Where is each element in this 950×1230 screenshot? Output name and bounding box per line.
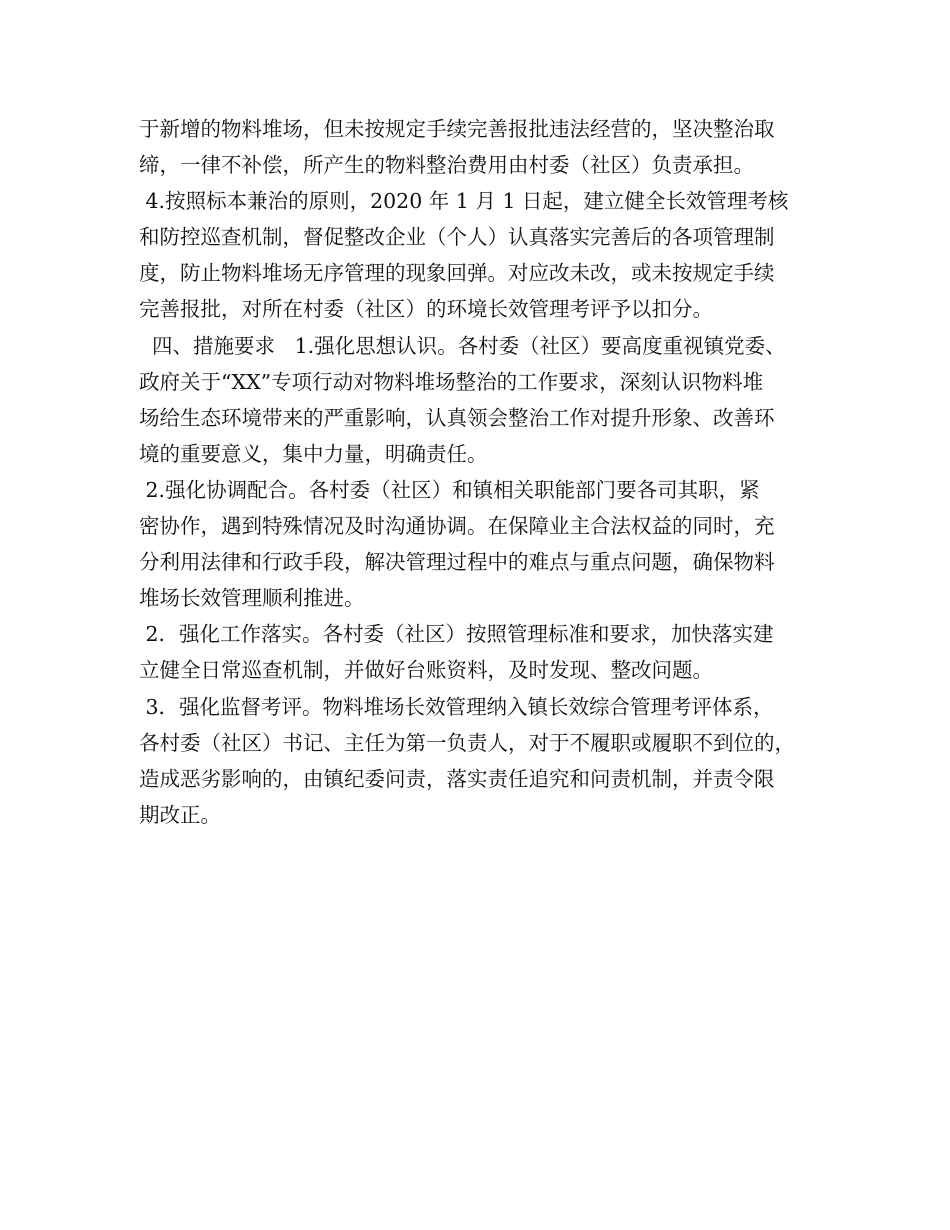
text-line: 期改正。 xyxy=(139,802,221,827)
text-line: 四、措施要求 1.强化思想认识。各村委（社区）要高度重视镇党委、 xyxy=(139,333,786,358)
text-line: 立健全日常巡查机制，并做好台账资料，及时发现、整改问题。 xyxy=(139,658,713,683)
text-line: 堆场长效管理顺利推进。 xyxy=(139,586,365,611)
text-line: 场给生态环境带来的严重影响，认真领会整治工作对提升形象、改善环 xyxy=(139,405,775,430)
text-line: 完善报批，对所在村委（社区）的环境长效管理考评予以扣分。 xyxy=(139,297,713,322)
text-line: 密协作，遇到特殊情况及时沟通协调。在保障业主合法权益的同时，充 xyxy=(139,514,775,539)
text-line: 于新增的物料堆场，但未按规定手续完善报批违法经营的，坚决整治取 xyxy=(139,117,775,141)
text-line: 分利用法律和行政手段，解决管理过程中的难点与重点问题，确保物料 xyxy=(139,550,775,575)
text-line: 缔，一律不补偿，所产生的物料整治费用由村委（社区）负责承担。 xyxy=(139,153,754,178)
text-line: 2．强化工作落实。各村委（社区）按照管理标准和要求，加快落实建 xyxy=(139,622,774,647)
text-line: 境的重要意义，集中力量，明确责任。 xyxy=(139,441,488,466)
document-body xyxy=(139,111,819,833)
text-line: 政府关于“XX”专项行动对物料堆场整治的工作要求，深刻认识物料堆 xyxy=(139,369,764,394)
text-line: 和防控巡查机制，督促整改企业（个人）认真落实完善后的各项管理制 xyxy=(139,225,775,250)
text-line: 2.强化协调配合。各村委（社区）和镇相关职能部门要各司其职，紧 xyxy=(139,477,760,502)
text-line: 3．强化监督考评。物料堆场长效管理纳入镇长效综合管理考评体系， xyxy=(139,694,774,719)
text-line: 度，防止物料堆场无序管理的现象回弹。对应改未改，或未按规定手续 xyxy=(139,261,775,286)
text-line: 各村委（社区）书记、主任为第一负责人，对于不履职或履职不到位的， xyxy=(139,730,795,755)
text-line: 造成恶劣影响的，由镇纪委问责，落实责任追究和问责机制，并责令限 xyxy=(139,766,775,791)
text-line: 4.按照标本兼治的原则，2020 年 1 月 1 日起，建立健全长效管理考核 xyxy=(139,189,789,214)
